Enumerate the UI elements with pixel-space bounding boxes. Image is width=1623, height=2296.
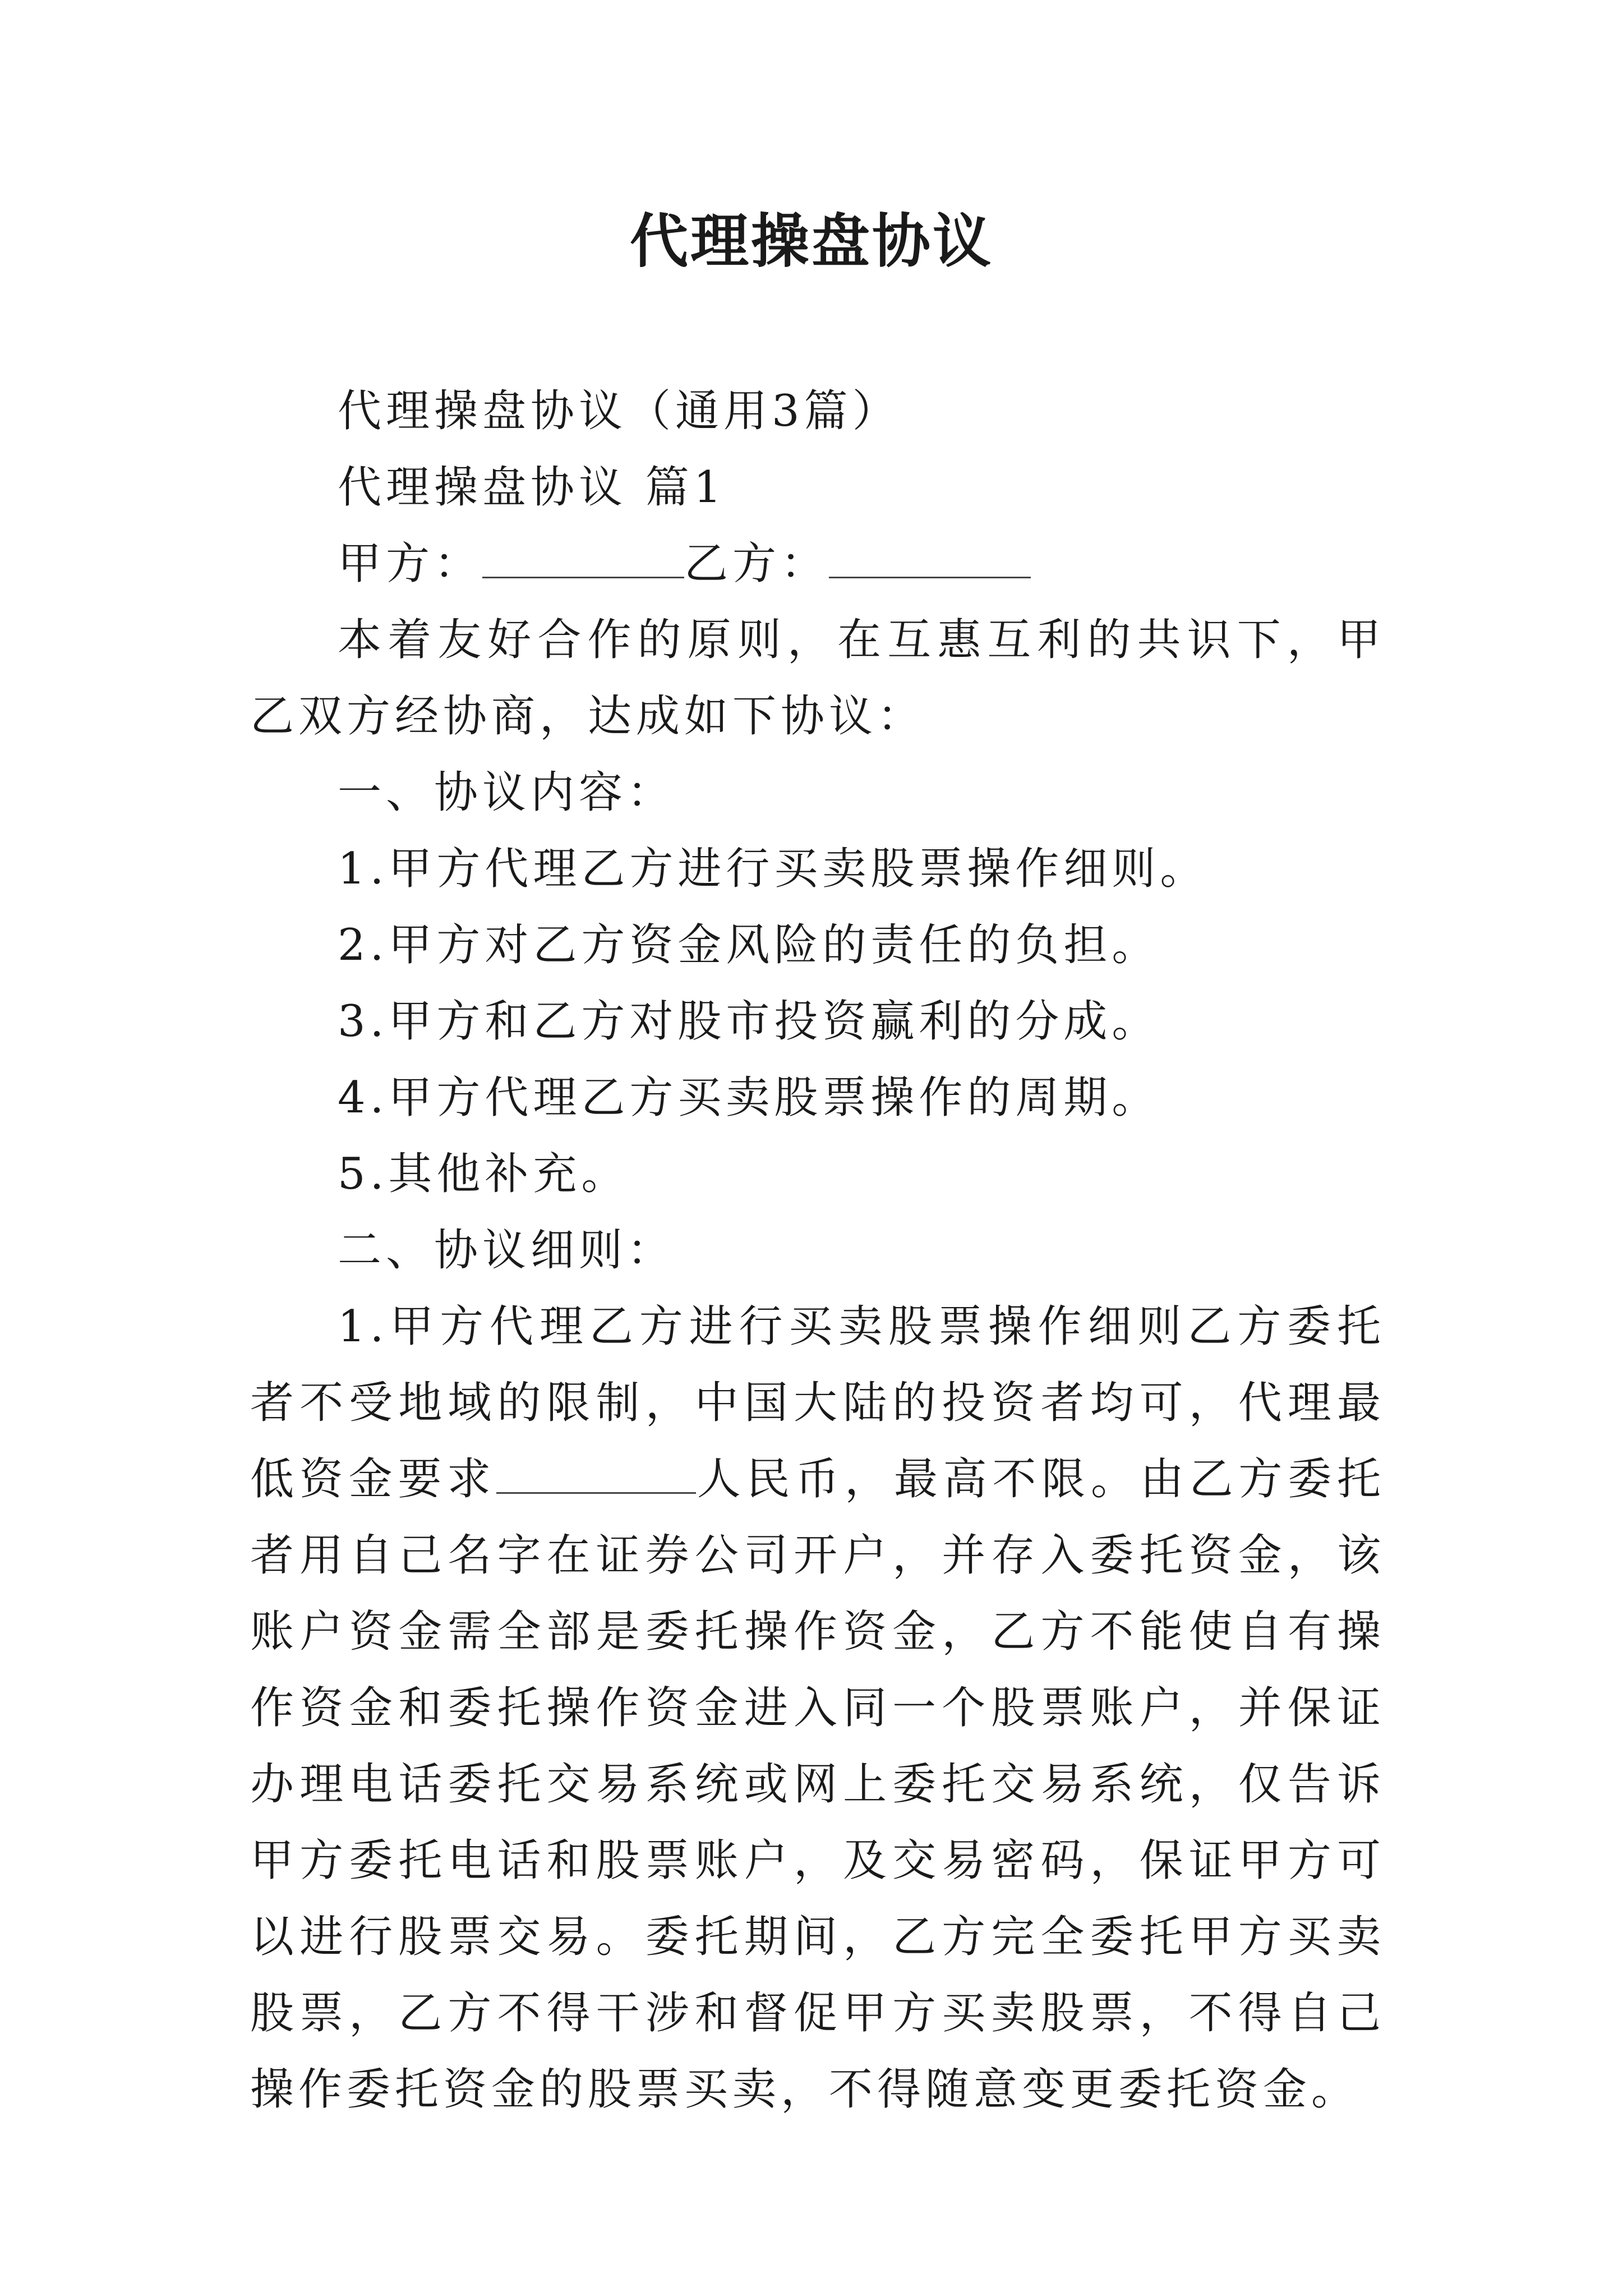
list-item: 3.甲方和乙方对股市投资赢利的分成。: [338, 996, 1160, 1047]
party-a-label: 甲方：: [338, 539, 483, 589]
section1-heading: 一、协议内容：: [338, 767, 676, 818]
party-b-blank: [829, 537, 1031, 578]
party-a-blank: [482, 537, 684, 578]
intro-paragraph: 本着友好合作的原则，在互惠互利的共识下，甲乙双方经协商，达成如下协议：: [250, 615, 1385, 742]
list-item: 4.甲方代理乙方买卖股票操作的周期。: [338, 1073, 1160, 1123]
document-body: [250, 373, 1385, 2128]
part-heading: 代理操盘协议 篇1: [338, 462, 726, 513]
list-item: 1.甲方代理乙方进行买卖股票操作细则。: [338, 844, 1209, 894]
detail-text-rest: 人民币，最高不限。由乙方委托者用自己名字在证券公司开户，并存入委托资金，该账户资金需全部是委托操作资金，乙方不能使自有操作资金和委托操作资金进入同一个股票账户，并保证办理电话委托交易系统或网上委托交易系统，仅告诉甲方委托电话和股票账户，及交易密码，保证甲方可以进行股票交易。委托期间，乙方完全委托甲方买卖股票，乙方不得干涉和督促甲方买卖股票，不得自己操作委托资金的股票买卖，不得随意变更委托资金。: [250, 1454, 1385, 2115]
section2-heading: 二、协议细则：: [338, 1225, 676, 1276]
subtitle-line: 代理操盘协议（通用3篇）: [338, 386, 901, 436]
list-item: 5.其他补充。: [338, 1149, 630, 1199]
detail-text-start: 1.甲方代理乙方进行买卖股票操作细则乙方委托者不受地域的限制，中国大陆的投资者均可，代理最低资金要求: [250, 1301, 1385, 1504]
list-item: 2.甲方对乙方资金风险的责任的负担。: [338, 920, 1160, 970]
minimum-funds-blank: [496, 1453, 696, 1494]
party-b-label: 乙方：: [684, 539, 829, 589]
document-title: 代理操盘协议: [629, 207, 993, 275]
parties-line: [250, 526, 1385, 602]
detail-paragraph: [250, 1289, 1385, 2128]
